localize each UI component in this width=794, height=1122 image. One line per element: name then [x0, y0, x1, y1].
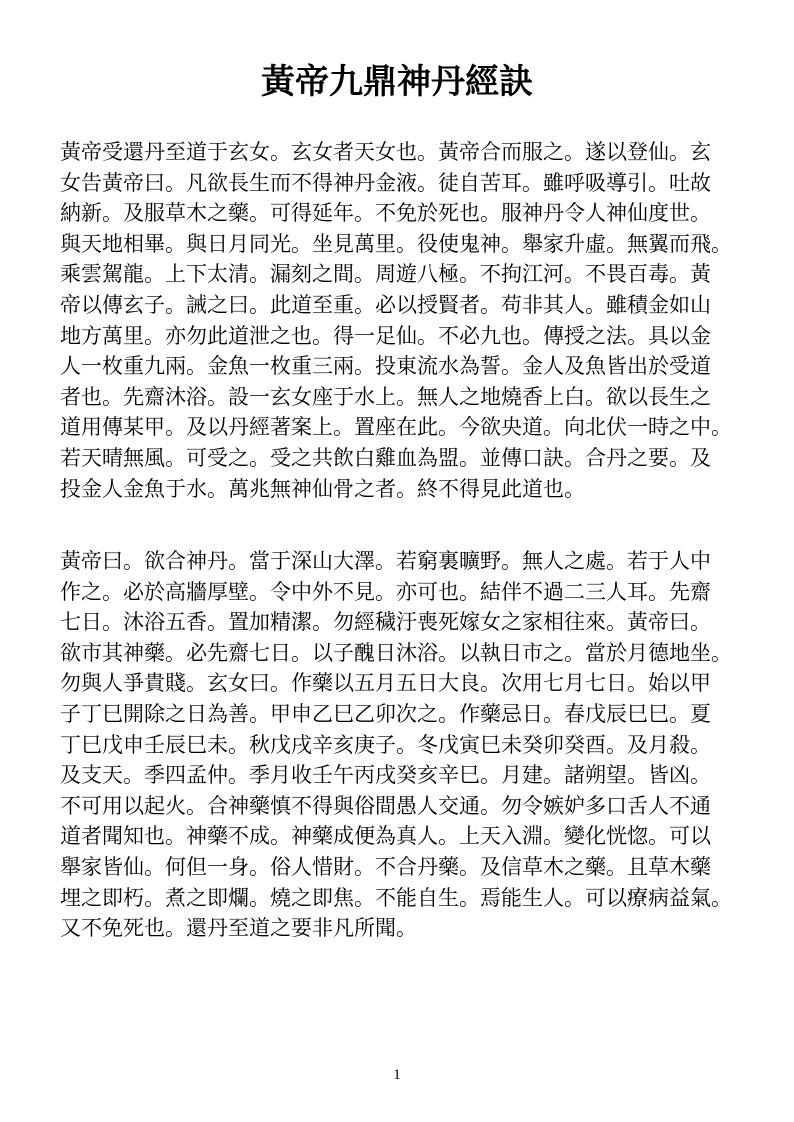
text-line: 乘雲駕龍。上下太清。漏刻之間。周遊八極。不拘江河。不畏百毒。黃: [60, 262, 711, 287]
text-line: 作之。必於高牆厚壁。令中外不見。亦可也。結伴不過二三人耳。先齋: [60, 579, 711, 604]
text-line: 與天地相畢。與日月同光。坐見萬里。役使鬼神。舉家升虛。無翼而飛。: [60, 231, 732, 256]
text-line: 埋之即朽。煮之即爛。燒之即焦。不能自生。焉能生人。可以療病益氣。: [60, 885, 732, 910]
text-line: 丁巳戊申壬辰巳未。秋戊戌辛亥庚子。冬戊寅巳未癸卯癸酉。及月殺。: [60, 732, 711, 757]
text-line: 又不免死也。還丹至道之要非凡所聞。: [60, 916, 417, 941]
text-line: 舉家皆仙。何但一身。俗人惜財。不合丹藥。及信草木之藥。且草木藥: [60, 854, 711, 879]
text-line: 道用傳某甲。及以丹經著案上。置座在此。今欲央道。向北伏一時之中。: [60, 415, 732, 440]
text-line: 地方萬里。亦勿此道泄之也。得一足仙。不必九也。傳授之法。具以金: [60, 323, 711, 348]
text-line: 黃帝受還丹至道于玄女。玄女者天女也。黃帝合而服之。遂以登仙。玄: [60, 140, 711, 164]
text-line: 若天晴無風。可受之。受之共飲白雞血為盟。並傳口訣。合丹之要。及: [60, 445, 711, 470]
paragraph-1: [60, 137, 736, 504]
text-line: 不可用以起火。合神藥慎不得與俗間愚人交通。勿令嫉妒多口舌人不通: [60, 793, 711, 818]
text-line: 欲市其神藥。必先齋七日。以子醜日沐浴。以執日市之。當於月德地坐。: [60, 640, 732, 665]
text-line: 黃帝曰。欲合神丹。當于深山大澤。若窮裏曠野。無人之處。若于人中: [60, 549, 711, 573]
text-line: 者也。先齋沐浴。設一玄女座于水上。無人之地燒香上白。欲以長生之: [60, 384, 711, 409]
text-line: 七日。沐浴五香。置加精潔。勿經穢汙喪死嫁女之家相往來。黃帝曰。: [60, 610, 711, 635]
text-line: 人一枚重九兩。金魚一枚重三兩。投東流水為誓。金人及魚皆出於受道: [60, 354, 711, 379]
document-title: 黃帝九鼎神丹經訣: [261, 62, 533, 102]
text-line: 勿與人爭貴賤。玄女曰。作藥以五月五日大良。次用七月七日。始以甲: [60, 671, 711, 696]
text-line: 道者聞知也。神藥不成。神藥成便為真人。上天入淵。變化恍惚。可以: [60, 824, 711, 849]
text-line: 子丁巳開除之日為善。甲申乙巳乙卯次之。作藥忌日。春戊辰巳巳。夏: [60, 701, 711, 726]
text-line: 投金人金魚于水。萬兆無神仙骨之者。終不得見此道也。: [60, 476, 585, 501]
text-line: 及支天。季四孟仲。季月收壬午丙戌癸亥辛巳。月建。諸朔望。皆凶。: [60, 763, 711, 788]
text-line: 帝以傳玄子。誡之曰。此道至重。必以授賢者。苟非其人。雖積金如山: [60, 292, 711, 317]
paragraph-2: [60, 546, 736, 944]
page-number: 1: [393, 1067, 401, 1083]
text-line: 納新。及服草木之藥。可得延年。不免於死也。服神丹令人神仙度世。: [60, 201, 711, 226]
text-line: 女告黃帝曰。凡欲長生而不得神丹金液。徒自苦耳。雖呼吸導引。吐故: [60, 170, 711, 195]
